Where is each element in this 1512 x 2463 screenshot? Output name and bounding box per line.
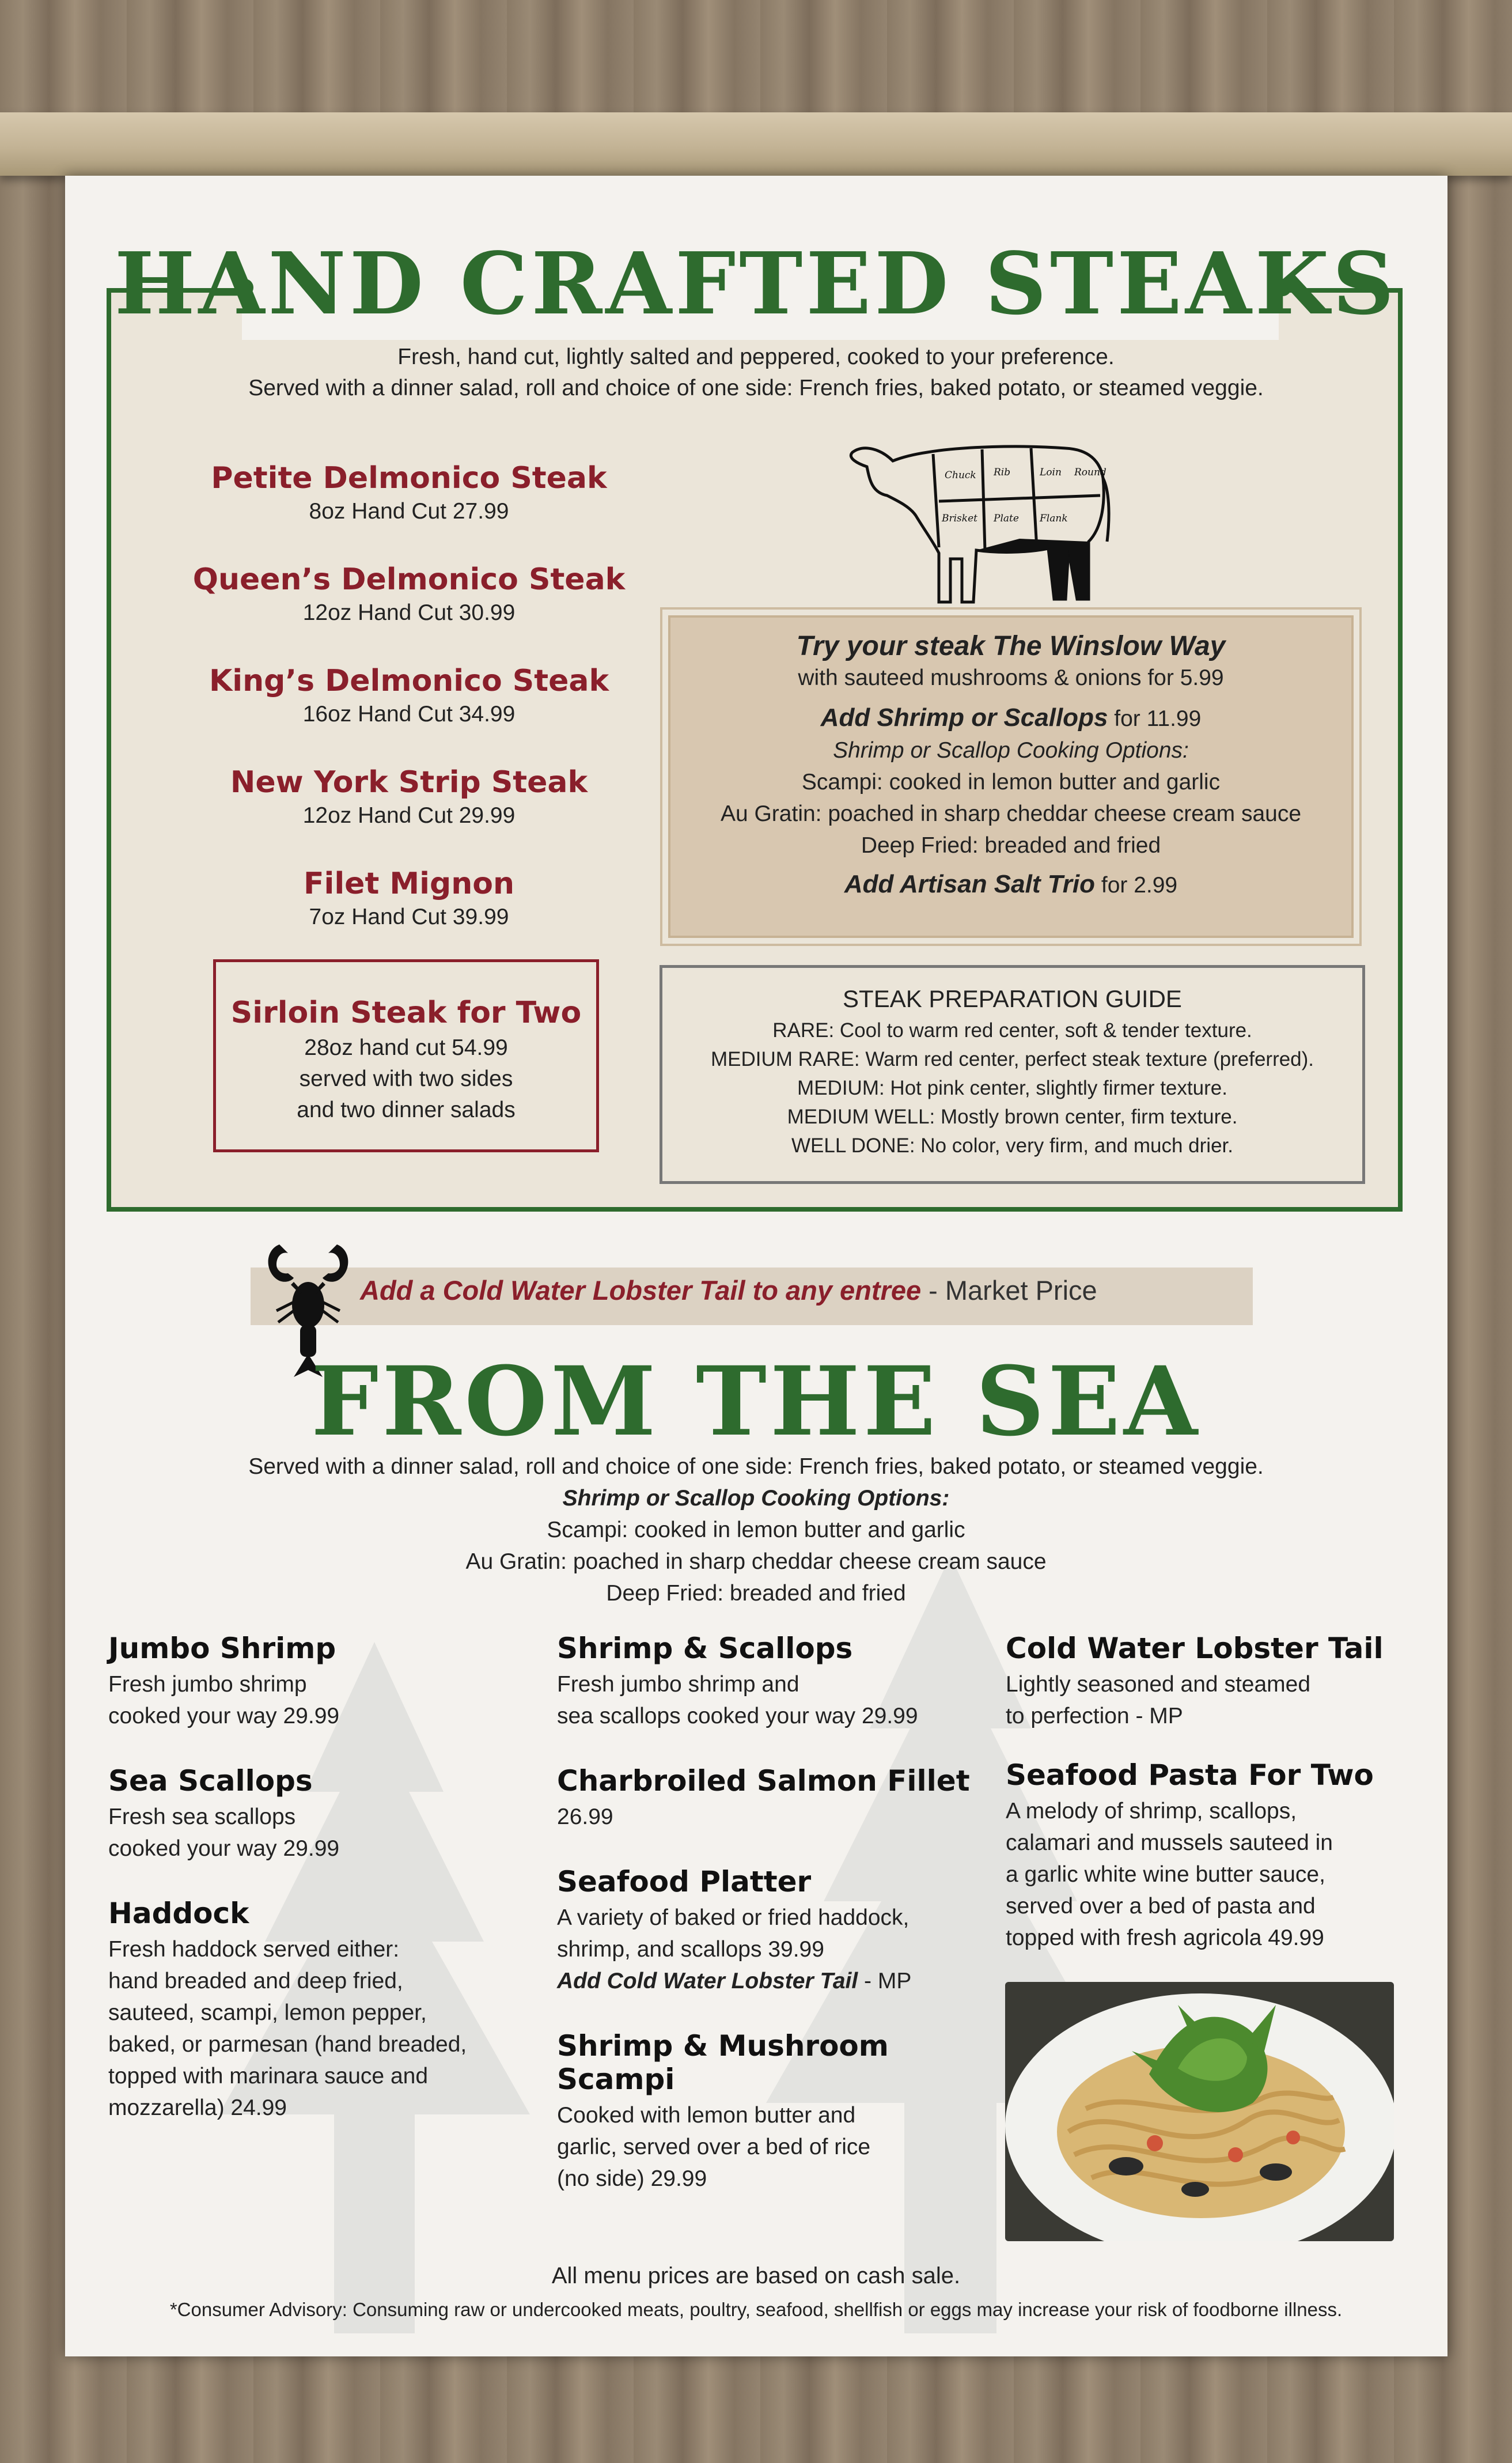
steak-item-kings-delmonico — [190, 664, 628, 727]
sea-item-desc: A variety of baked or fried haddock, — [557, 1905, 910, 1930]
guide-line-well-done: WELL DONE: No color, very firm, and much drier. — [791, 1134, 1233, 1157]
add-shrimp-price: for 11.99 — [1108, 706, 1202, 731]
sea-item-desc: served over a bed of pasta and — [1006, 1894, 1316, 1919]
svg-text:Brisket: Brisket — [942, 513, 977, 524]
sea-options-title: Shrimp or Scallop Cooking Options: — [562, 1486, 950, 1511]
sea-item-desc: mozzarella) 24.99 — [108, 2095, 287, 2120]
steak-name: Filet Mignon — [304, 867, 514, 901]
sea-item-desc: (no side) 29.99 — [557, 2166, 707, 2191]
steaks-title: HAND CRAFTED STEAKS — [114, 233, 1398, 334]
sea-item-desc: cooked your way 29.99 — [108, 1704, 340, 1728]
sea-item-desc: baked, or parmesan (hand breaded, — [108, 2032, 467, 2057]
winslow-options-title: Shrimp or Scallop Cooking Options: — [833, 738, 1189, 763]
sea-item-sea-scallops — [108, 1764, 558, 1864]
sea-item-name: Shrimp & Mushroom Scampi — [557, 2029, 889, 2096]
sea-item-desc: Fresh jumbo shrimp — [108, 1672, 307, 1697]
sea-item-desc: topped with fresh agricola 49.99 — [1006, 1925, 1324, 1950]
sea-item-seafood-pasta — [1006, 1758, 1455, 1954]
add-lobster-price: - MP — [858, 1969, 912, 1993]
lobster-banner-offer: Add a Cold Water Lobster Tail to any entree — [360, 1275, 922, 1306]
add-salt-label: Add Artisan Salt Trio — [844, 870, 1096, 898]
lobster-banner-price: - Market Price — [921, 1275, 1097, 1306]
sea-title: FROM THE SEA — [311, 1345, 1201, 1457]
sea-item-desc: topped with marinara sauce and — [108, 2064, 429, 2089]
sea-item-desc: shrimp, and scallops 39.99 — [557, 1937, 824, 1962]
sea-item-desc: Fresh jumbo shrimp and — [557, 1672, 799, 1697]
steak-desc: 7oz Hand Cut 39.99 — [309, 905, 509, 929]
sea-item-desc: a garlic white wine butter sauce, — [1006, 1862, 1325, 1887]
steak-item-new-york-strip — [190, 765, 628, 828]
sea-item-desc: hand breaded and deep fried, — [108, 1969, 403, 1993]
sea-item-shrimp-mushroom-scampi — [557, 2029, 1006, 2195]
add-salt-price: for 2.99 — [1095, 873, 1178, 898]
sirloin-line3: and two dinner salads — [297, 1098, 516, 1122]
svg-text:Rib: Rib — [994, 467, 1011, 478]
add-lobster-label: Add Cold Water Lobster Tail — [557, 1969, 858, 1993]
sea-item-desc: Lightly seasoned and steamed — [1006, 1672, 1311, 1697]
steak-item-petite-delmonico — [190, 461, 628, 524]
cow-cuts-icon — [847, 426, 1117, 616]
steaks-intro-line1: Fresh, hand cut, lightly salted and peppered, cooked to your preference. — [397, 345, 1115, 369]
sea-item-shrimp-scallops — [557, 1632, 1006, 1732]
seafood-pasta-photo — [1005, 1982, 1394, 2241]
winslow-line1: with sauteed mushrooms & onions for 5.99 — [798, 665, 1224, 690]
guide-line-medium-rare: MEDIUM RARE: Warm red center, perfect steak texture (preferred). — [710, 1048, 1314, 1070]
steak-desc: 16oz Hand Cut 34.99 — [302, 702, 516, 727]
sea-item-haddock — [108, 1897, 558, 2124]
sea-item-name: Shrimp & Scallops — [557, 1632, 853, 1665]
sea-item-seafood-platter — [557, 1865, 1006, 1997]
steak-name: Petite Delmonico Steak — [211, 461, 607, 495]
sea-item-desc: calamari and mussels sauteed in — [1006, 1830, 1333, 1855]
sea-intro: Served with a dinner salad, roll and choice of one side: French fries, baked potato, or steamed veggie. — [248, 1454, 1264, 1479]
steak-desc: 12oz Hand Cut 30.99 — [302, 600, 516, 625]
sea-opt3: Deep Fried: breaded and fried — [606, 1581, 906, 1606]
steak-item-queens-delmonico — [190, 562, 628, 626]
svg-text:Plate: Plate — [994, 513, 1019, 524]
guide-line-medium: MEDIUM: Hot pink center, slightly firmer texture. — [797, 1077, 1227, 1099]
guide-line-medium-well: MEDIUM WELL: Mostly brown center, firm texture. — [787, 1106, 1238, 1128]
sea-opt1: Scampi: cooked in lemon butter and garlic — [547, 1518, 965, 1542]
sea-item-lobster-tail — [1006, 1632, 1455, 1732]
steak-name: King’s Delmonico Steak — [209, 664, 609, 698]
winslow-opt2: Au Gratin: poached in sharp cheddar cheese cream sauce — [720, 801, 1302, 826]
sea-item-name: Sea Scallops — [108, 1764, 313, 1798]
sea-item-salmon-fillet — [557, 1764, 1006, 1833]
sea-item-jumbo-shrimp — [108, 1632, 558, 1732]
winslow-opt3: Deep Fried: breaded and fried — [861, 833, 1161, 858]
sea-item-desc: cooked your way 29.99 — [108, 1836, 340, 1861]
sea-item-desc: 26.99 — [557, 1804, 613, 1829]
sea-item-desc: sauteed, scampi, lemon pepper, — [108, 2000, 427, 2025]
sea-item-name: Charbroiled Salmon Fillet — [557, 1764, 970, 1798]
winslow-shrimp-line — [670, 702, 1351, 735]
sea-item-name: Seafood Platter — [557, 1865, 812, 1898]
steak-name: New York Strip Steak — [230, 765, 588, 800]
guide-line-rare: RARE: Cool to warm red center, soft & tender texture. — [772, 1019, 1252, 1042]
sea-item-extra — [557, 1965, 1006, 1997]
winslow-opt1: Scampi: cooked in lemon butter and garlic — [801, 770, 1221, 794]
sirloin-line1: 28oz hand cut 54.99 — [304, 1035, 508, 1060]
steak-item-filet-mignon — [190, 867, 628, 930]
sea-item-desc: sea scallops cooked your way 29.99 — [557, 1704, 918, 1728]
sea-item-desc: A melody of shrimp, scallops, — [1006, 1799, 1297, 1823]
sirloin-line2: served with two sides — [299, 1066, 513, 1091]
sea-item-desc: Cooked with lemon butter and — [557, 2103, 856, 2128]
wood-plank-header — [0, 112, 1512, 176]
guide-title: STEAK PREPARATION GUIDE — [843, 985, 1182, 1012]
sea-item-name: Haddock — [108, 1897, 249, 1930]
winslow-way-box — [668, 615, 1354, 938]
svg-text:Round: Round — [1074, 467, 1106, 478]
steak-name: Sirloin Steak for Two — [230, 996, 582, 1030]
sea-item-desc: garlic, served over a bed of rice — [557, 2135, 871, 2159]
sea-item-desc: Fresh sea scallops — [108, 1804, 296, 1829]
add-shrimp-label: Add Shrimp or Scallops — [820, 703, 1108, 732]
steak-name: Queen’s Delmonico Steak — [192, 562, 626, 597]
svg-text:Loin: Loin — [1040, 467, 1062, 478]
steak-preparation-guide — [660, 965, 1365, 1184]
steaks-intro-line2: Served with a dinner salad, roll and choice of one side: French fries, baked potato, or steamed veggie. — [248, 376, 1264, 400]
winslow-title: Try your steak The Winslow Way — [796, 631, 1226, 661]
sea-item-name: Seafood Pasta For Two — [1006, 1758, 1374, 1792]
winslow-salt-line — [670, 868, 1351, 901]
sea-opt2: Au Gratin: poached in sharp cheddar cheese cream sauce — [465, 1549, 1047, 1574]
consumer-advisory: *Consumer Advisory: Consuming raw or undercooked meats, poultry, seafood, shellfish or eggs may increase your risk of foodborne illness. — [169, 2299, 1343, 2320]
svg-text:Chuck: Chuck — [945, 470, 976, 481]
steak-desc: 12oz Hand Cut 29.99 — [302, 803, 516, 828]
sea-item-desc: Fresh haddock served either: — [108, 1937, 400, 1962]
steak-desc: 8oz Hand Cut 27.99 — [309, 499, 509, 524]
sirloin-for-two-box — [213, 959, 599, 1152]
cash-sale-note: All menu prices are based on cash sale. — [551, 2263, 961, 2288]
sea-item-name: Cold Water Lobster Tail — [1006, 1632, 1384, 1665]
sea-item-desc: to perfection - MP — [1006, 1704, 1183, 1728]
svg-text:Flank: Flank — [1040, 513, 1068, 524]
lobster-banner-text — [360, 1274, 1097, 1306]
sea-item-name: Jumbo Shrimp — [108, 1632, 336, 1665]
